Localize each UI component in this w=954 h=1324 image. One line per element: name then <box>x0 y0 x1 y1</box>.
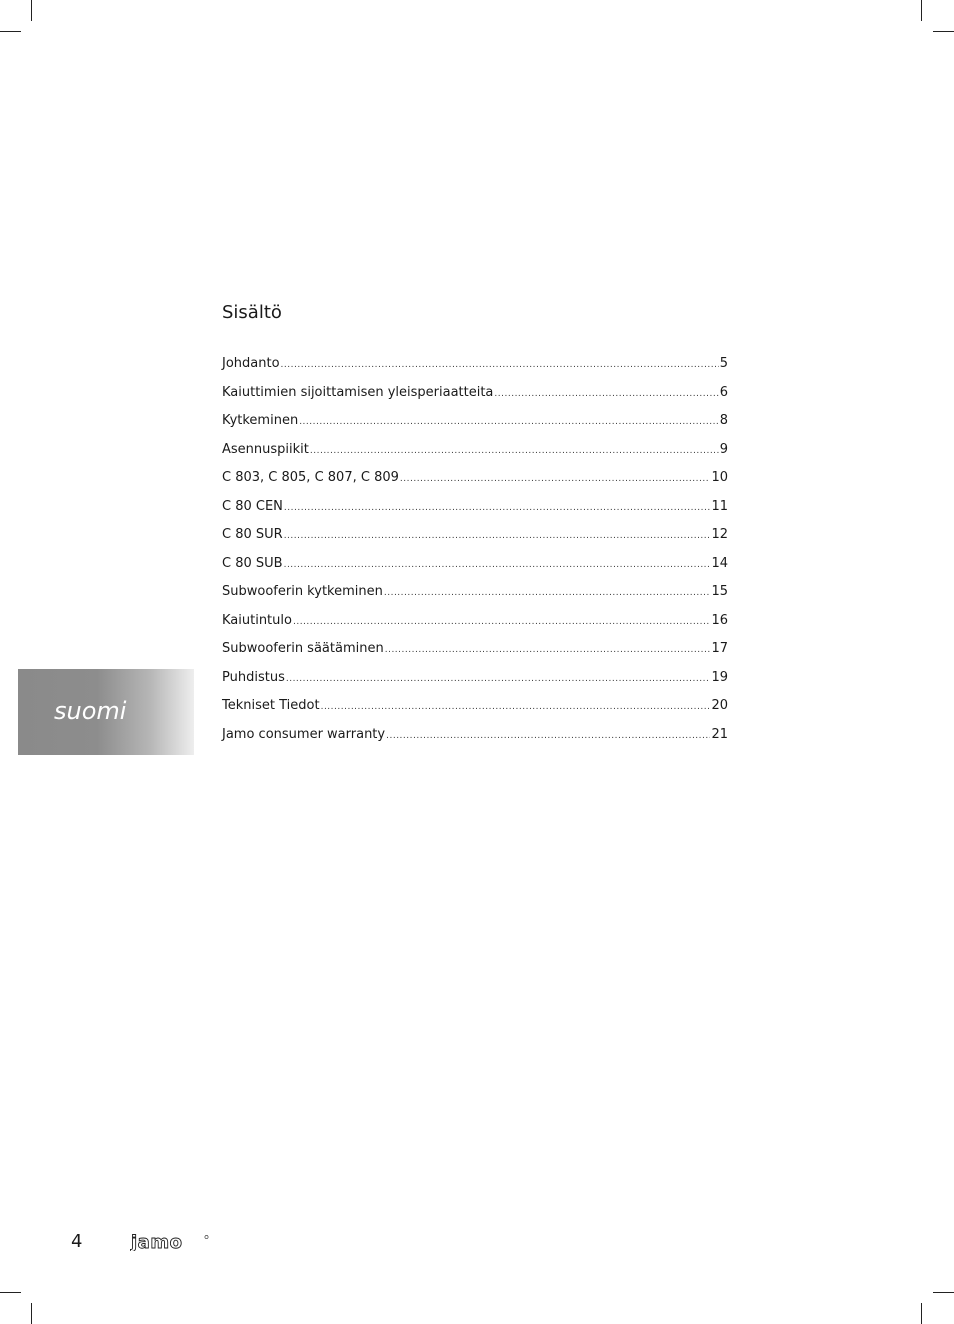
toc-entry-page: 20 <box>711 698 728 713</box>
toc-dot-leader <box>284 498 711 518</box>
toc-entry-page: 12 <box>711 527 728 542</box>
toc-dot-leader <box>386 726 710 746</box>
toc-entry-page: 15 <box>711 584 728 599</box>
toc-dot-leader <box>400 469 711 489</box>
toc-entry[interactable] <box>222 440 728 469</box>
toc-entry-label: Jamo consumer warranty <box>222 726 386 742</box>
toc-entry-label: Johdanto <box>222 356 280 371</box>
crop-mark <box>0 1292 21 1293</box>
crop-mark <box>933 31 954 32</box>
toc-entry-label: Tekniset Tiedot <box>222 698 320 713</box>
toc-entry-label: Subwooferin säätäminen <box>222 641 384 656</box>
svg-text:jamo: jamo <box>131 1233 183 1251</box>
toc-title: Sisältö <box>222 302 282 323</box>
toc-entry-label: Subwooferin kytkeminen <box>222 584 383 599</box>
crop-mark <box>921 0 922 21</box>
toc-entry-label: Puhdistus <box>222 669 285 685</box>
toc-entry-page: 10 <box>711 470 728 485</box>
toc-dot-leader <box>286 669 711 689</box>
toc-entry-page: 17 <box>711 641 728 656</box>
toc-entry-label: Asennuspiikit <box>222 441 309 457</box>
table-of-contents <box>222 354 728 753</box>
toc-dot-leader <box>293 612 710 632</box>
toc-entry[interactable] <box>222 554 728 583</box>
toc-entry[interactable] <box>222 497 728 526</box>
crop-mark <box>0 31 21 32</box>
language-tab-label: suomi <box>54 697 127 725</box>
toc-entry[interactable] <box>222 696 728 725</box>
toc-entry-page: 14 <box>711 555 728 571</box>
toc-entry-page: 21 <box>711 726 728 742</box>
toc-entry[interactable] <box>222 468 728 497</box>
toc-entry-label: Kytkeminen <box>222 413 299 428</box>
toc-entry[interactable] <box>222 411 728 440</box>
toc-entry-label: C 80 SUB <box>222 555 283 571</box>
toc-entry[interactable] <box>222 525 728 554</box>
toc-dot-leader <box>494 384 718 404</box>
toc-dot-leader <box>281 355 719 375</box>
crop-mark <box>921 1303 922 1324</box>
toc-entry-label: C 803, C 805, C 807, C 809 <box>222 470 399 485</box>
toc-entry-page: 8 <box>719 413 728 428</box>
toc-entry-label: C 80 CEN <box>222 498 283 514</box>
crop-mark <box>31 0 32 21</box>
toc-entry-page: 5 <box>719 356 728 371</box>
toc-entry-page: 19 <box>711 669 728 685</box>
toc-entry-label: C 80 SUR <box>222 527 283 542</box>
toc-entry[interactable] <box>222 354 728 383</box>
toc-entry-page: 6 <box>719 384 728 400</box>
toc-entry-label: Kaiutintulo <box>222 612 292 628</box>
toc-entry[interactable] <box>222 383 728 412</box>
toc-dot-leader <box>284 555 711 575</box>
toc-entry-page: 16 <box>711 612 728 628</box>
crop-mark <box>31 1303 32 1324</box>
toc-entry-label: Kaiuttimien sijoittamisen yleisperiaatteita <box>222 384 494 400</box>
toc-dot-leader <box>384 583 711 603</box>
toc-entry[interactable] <box>222 725 728 754</box>
toc-entry-page: 9 <box>719 441 728 457</box>
toc-dot-leader <box>321 697 711 717</box>
toc-entry[interactable] <box>222 582 728 611</box>
toc-dot-leader <box>299 412 719 432</box>
toc-entry-page: 11 <box>711 498 728 514</box>
language-tab <box>18 669 194 755</box>
toc-entry[interactable] <box>222 611 728 640</box>
toc-entry[interactable] <box>222 668 728 697</box>
page-number: 4 <box>71 1231 83 1252</box>
jamo-logo <box>130 1233 210 1251</box>
toc-entry[interactable] <box>222 639 728 668</box>
toc-dot-leader <box>310 441 719 461</box>
crop-mark <box>933 1292 954 1293</box>
toc-dot-leader <box>284 526 711 546</box>
toc-dot-leader <box>385 640 711 660</box>
